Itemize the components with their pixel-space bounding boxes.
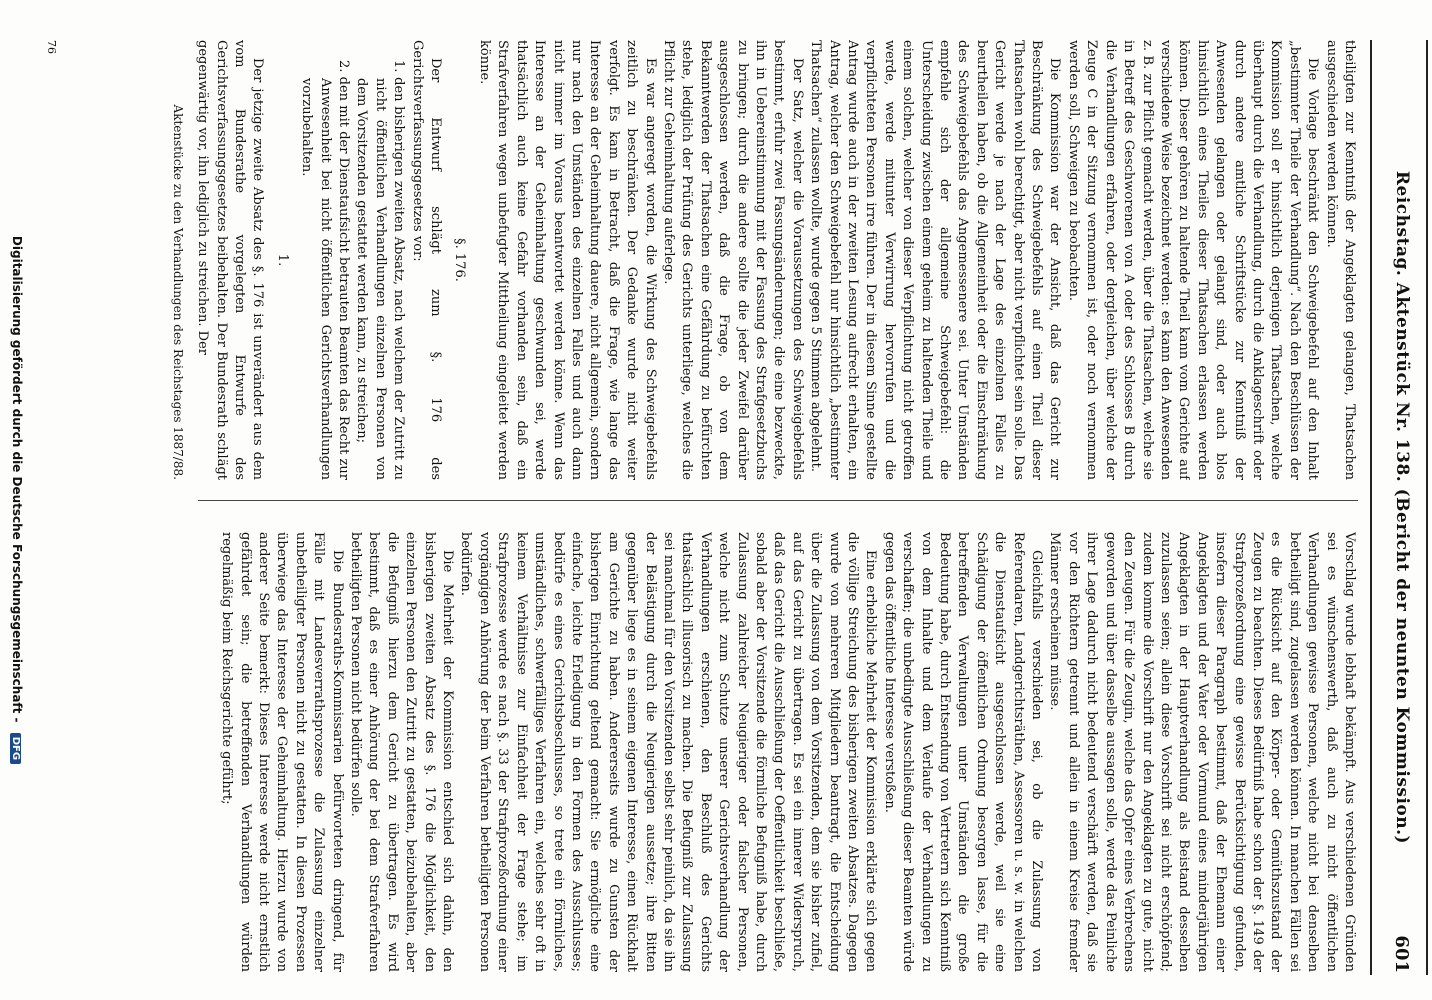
digitization-notice (10, 0, 24, 1000)
page-signature: Aktenstücke zu den Verhandlungen des Reichstages 1887/88. (170, 104, 185, 480)
column-divider (198, 500, 1358, 501)
paragraph: Die Vorlage beschränkt den Schweigebefehl auf den Inhalt „bestimmter Theile der Verhandlung“. Nach den Beschlüssen der Kommission soll er hinsichtlich derjenigen Thatsachen, welche überhaupt durch die Verhandlung, durch die Anklageschrift oder durch andere amtliche Schriftstücke zur Kenntniß der Anwesenden gelangen oder gelangt sind, oder auch blos hinsichtlich eines Theiles dieser Thatsachen erlassen werden können. Dieser gehören zu haltende Theil kann vom Gerichte auf verschiedene Weise bezeichnet werden: es kann den Anwesenden z. B. zur Pflicht gemacht werden, über die Thatsachen, welche sie in Betreff des Geschworenen von A oder des Schlosses B durch die Verhandlungen erfahren, oder dergleichen, über welche der Zeuge C in der Sitzung vernommen ist, oder noch vernommen werden soll, Schweigen zu beobachten. (1065, 40, 1321, 480)
paragraph: Es war angeregt worden, die Wirkung des Schweigebefehls zeitlich zu beschränken. Der Gedanke wurde nicht weiter verfolgt. Es kam in Betracht, daß die Frage, wie lange das Interesse an der Geheimhaltung dauere, nicht allgemein, sondern nur nach den Umständen des einzelnen Falles und auch dann nicht immer im Voraus beantwortet werden könne. Wenn das Interesse an der Geheimhaltung geschwunden sei, werde thatsächlich auch keine Gefahr vorhanden sein, daß ein Strafverfahren wegen unbefugter Mittheilung eingeleitet werden könne. (476, 40, 658, 480)
header-title: Reichstag. Aktenstück Nr. 138. (Bericht der neunten Kommission.) (1392, 170, 1412, 845)
paragraph: Die Bundesraths-Kommissarien befürworteten dringend, für Fälle mit Landesverrathsprozesse die Zulassung einzelner unbetheiligter Personen nicht zu gestatten. In diesen Prozessen überwiege das Interesse der Geheimhaltung. Hierzu wurde von anderer Seite bemerkt: Dieses Interesse werde nicht ernstlich gefährdet sein; die betreffenden Verhandlungen würden regelmäßig beim Reichsgerichte geführt; (219, 532, 345, 972)
header-rule-top (1426, 40, 1428, 975)
paragraph: Vorschlag wurde lebhaft bekämpft. Aus verschiedenen Gründen sei es wünschenswerth, daß auch zu nicht öffentlichen Verhandlungen gewisse Personen, welche nicht bei denselben betheiligt sind, zugelassen werden können. In manchen Fällen sei es die Rücksicht auf den Körper- oder Gemüthszustand der Zeugen zu beachten. Dieses Bedürfniß habe schon der §. 149 der Strafprozeßordnung eine gewisse Berücksichtigung gefunden, insofern dieser Paragraph bestimmt, daß der Ehemann einer Angeklagten und der Vater oder Vormund eines minderjährigen Angeklagten in der Hauptverhandlung als Beistand desselben zuzulassen seien; allein diese Vorschrift sei nicht erschöpfend; zudem komme die Vorschrift nur den Angeklagten zu gute, nicht den Zeugen. Für die Zeugin, welche das Opfer eines Verbrechens geworden und über dasselbe aussagen solle, werde das Peinliche ihrer Lage dadurch nicht bedeutend verschärft werden, daß sie vor den Richtern getrennt und allein in einem Kreise fremder Männer erscheinen müsse. (1047, 532, 1357, 972)
page-header (1368, 40, 1432, 975)
dfg-logo: DFG (10, 733, 21, 764)
sheet-mark: 76 (45, 40, 58, 54)
paragraph: theiligten zur Kenntniß der Angeklagten gelangen, Thatsachen ausgeschieden werden können. (1323, 40, 1357, 480)
subsection-heading: 1. (274, 253, 290, 267)
paragraph: Der jetzige zweite Absatz des §. 176 ist unverändert aus dem vom Bundesrathe vorgelegten Entwurfe des Gerichtsverfassungsgesetzes beibehalten. Der Bundesrath schlägt gegenwärtig vor, ihn lediglich zu streichen. Der (195, 40, 266, 480)
left-column (78, 40, 1358, 480)
paragraph: Der Satz, welcher die Voraussetzungen des Schweigebefehls bestimmt, erfuhr zwei Fassungsänderungen; die eine bezweckte, ihn in Uebereinstimmung mit der Fassung des Strafgesetzbuchs zu bringen; durch die andere sollte die jeder Zweifel darüber ausgeschlossen werden, daß die Frage, ob von dem Bekanntwerden der Thatsachen eine Gefährdung zu befürchten stehe, lediglich der Prüfung des Gerichts unterliege, welches die Pflicht zur Geheimhaltung auferlege. (660, 40, 805, 480)
paragraph: Gleichfalls verschieden sei, ob die Zulassung von Referendaren, Landgerichtsräthen, Assessoren u. s. w. in welchen die Dienstaufsicht ausgeschlossen werde, weil sie eine Schädigung der öffentlichen Ordnung besorgen lasse, für die betreffenden Verwaltungen unter Umständen die große Bedeutung habe, durch Entsendung von Vertretern sich Kenntniß von dem Inhalte und dem Verlaufe der Verhandlungen zu verschaffen; die unbedingte Ausschließung dieser Beamten würde gegen das öffentliche Interesse verstoßen. (881, 532, 1045, 972)
list-item: 2. den mit der Dienstaufsicht betrauten Beamten das Recht zur Anwesenheit bei nicht öffentlichen Gerichtsverhandlungen vorzubehalten. (299, 60, 352, 480)
paragraph: Der Entwurf schlägt zum §. 176 des Gerichtsverfassungsgesetzes vor: (409, 40, 444, 480)
page-number: 601 (1391, 935, 1412, 973)
header-rule-bottom (1370, 40, 1372, 975)
right-column (78, 532, 1358, 972)
digitization-text: Digitalisierung gefördert durch die Deutsche Forschungsgemeinschaft - (10, 235, 24, 723)
paragraph: Die Kommission war der Ansicht, daß das Gericht zur Beschränkung des Schweigebefehls auf einen Theil dieser Thatsachen wohl berechtigt, aber nicht verpflichtet sein solle. Das Gericht werde je nach der Lage des einzelnen Falles zu beurtheilen haben, ob die Allgemeinheit oder die Einschränkung des Schweigebefehls das Angemessenere sei. Unter Umständen empfehle sich der allgemeine Schweigebefehl: die Unterscheidung zwischen einem geheim zu haltenden Theile und einem solchen, welcher von dieser Verpflichtung nicht getroffen werde, werde mitunter Verwirrung hervorrufen und die verpflichteten Personen irre führen. Der in diesem Sinne gestellte Antrag wurde auch in der zweiten Lesung aufrecht erhalten, ein Antrag, welcher den Schweigebefehl nur hinsichtlich „bestimmter Thatsachen“ zulassen wollte, wurde gegen 5 Stimmen abgelehnt. (808, 40, 1063, 480)
paragraph: Eine erhebliche Mehrheit der Kommission erklärte sich gegen die völlige Streichung des bisherigen zweiten Absatzes. Dagegen wurde von mehreren Mitgliedern beantragt, die Entscheidung über die Zulassung von dem Vorsitzenden, dem sie bisher zufiel, auf das Gericht zu übertragen. Es sei ein innerer Widerspruch, daß das Gericht die Ausschließung der Oeffentlichkeit beschließe, sobald aber der Vorsitzende die förmliche Befugniß habe, durch Zulassung zahlreicher Neugieriger oder falscher Personen, welche nicht zum Schutze unserer Gerichtsverhandlung der Verhandlungen erschienen, den Beschluß des Gerichts thatsächlich illusorisch zu machen. Die Befugniß zur Zulassung sei manchmal für den Vorsitzenden selbst sehr peinlich, da sie ihn der Belästigung durch die Neugierigen aussetze; ihre Bitten gegenüber liege es in seinem eigenen Interesse, einen Rückhalt am Gerichte zu haben. Andererseits wurde zu Gunsten der bisherigen Einrichtung geltend gemacht: Sie ermögliche eine einfache, leichte Erledigung in den Formen des Ausschlusses; bedürfe es eines Gerichtsbeschlusses, so trete ein förmliches, umständliches, schwerfälliges Verfahren ein, welches sehr oft in keinem Verhältnisse zur Einfachheit der Frage stehe; im Strafprozesse werde es nach §. 33 der Strafprozeßordnung einer vorgängigen Anhörung der beim Verfahren betheiligten Personen bedürfen. (458, 532, 879, 972)
section-heading: §. 176. (452, 238, 468, 282)
paragraph: Die Mehrheit der Kommission entschied sich dahin, den bisherigen zweiten Absatz des §. 176 die Möglichkeit, den einzelnen Personen den Zutritt zu gestatten, beizubehalten, aber die Befugniß hierzu dem Gericht zu übertragen. Es wird bestimmt, daß es einer Anhörung der bei dem Strafverfahren betheiligten Personen nicht bedürfen solle. (348, 532, 456, 972)
list-item: 1. den bisherigen zweiten Absatz, nach welchem der Zutritt zu nicht öffentlichen Verhandlungen einzelnen Personen von dem Vorsitzenden gestattet werden kann, zu streichen; (354, 60, 407, 480)
